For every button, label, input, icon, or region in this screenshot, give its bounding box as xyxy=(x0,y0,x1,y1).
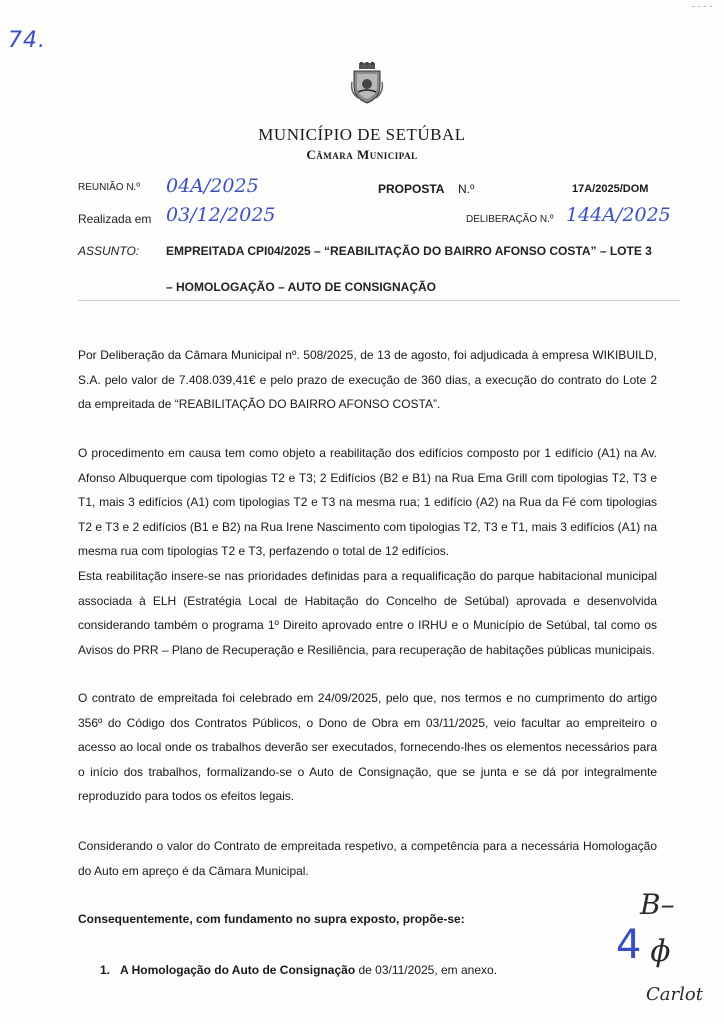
paragraph-6: Consequentemente, com fundamento no supra exposto, propõe-se: xyxy=(78,912,465,926)
proposta-number-label: N.º xyxy=(458,182,475,196)
organization-department: Câmara Municipal xyxy=(306,147,418,162)
margin-initials-c: ɸ xyxy=(650,934,671,969)
paragraph-3: Esta reabilitação insere-se nas prioridades definidas para a requalificação do parque habitacional municipal associada à ELH (Estratégia Local de Habitação do Concelho de Setúbal) aprovada e desenvolvida considerando também o programa 1º Direito aprovado entre o IRHU e o Município de Setúbal, tal como os Avisos do PRR – Plano de Recuperação e Resiliência, para recuperação de habitações públicas municipais. xyxy=(78,569,657,657)
list-item-bold-text: A Homologação do Auto de Consignação xyxy=(120,963,356,977)
header-divider xyxy=(78,300,680,301)
realizada-label: Realizada em xyxy=(78,212,152,226)
proposta-label: PROPOSTA xyxy=(378,182,445,196)
margin-initials-d: Carlot xyxy=(646,984,703,1005)
deliberacao-value: 144A/2025 xyxy=(566,204,671,226)
reuniao-label: REUNIÃO N.º xyxy=(78,182,140,193)
paragraph-5: Considerando o valor do Contrato de empreitada respetivo, a competência para a necessária Homologação do Auto em apreço é da Câmara Municipal. xyxy=(78,839,657,878)
paragraph-4: O contrato de empreitada foi celebrado em 24/09/2025, pelo que, nos termos e no cumprimento do artigo 356º do Código dos Contratos Públicos, o Dono de Obra em 03/11/2025, veio facultar ao empreiteiro o acesso ao local onde os trabalhos deverão ser executados, fornecendo-lhes os elementos necessários para o início dos trabalhos, formalizando-se o Auto de Consignação, que se junta e se dá por integralmente reproduzido para todos os efeitos legais. xyxy=(78,691,657,803)
paragraph-1: Por Deliberação da Câmara Municipal nº. 508/2025, de 13 de agosto, foi adjudicada à empresa WIKIBUILD, S.A. pelo valor de 7.408.039,41€ e pelo prazo de execução de 360 dias, a execução do contrato do Lote 2 da empreitada de “REABILITAÇÃO DO BAIRRO AFONSO COSTA”. xyxy=(78,348,657,411)
organization-name: MUNICÍPIO DE SETÚBAL xyxy=(258,125,466,144)
assunto-label: ASSUNTO: xyxy=(78,244,140,258)
margin-initials-b: 4 xyxy=(616,922,642,968)
realizada-value: 03/12/2025 xyxy=(166,204,276,226)
assunto-line-1: EMPREITADA CPI04/2025 – “REABILITAÇÃO DO BAIRRO AFONSO COSTA” – LOTE 3 xyxy=(166,244,652,258)
list-item-number: 1. xyxy=(100,963,111,977)
assunto-line-2: – HOMOLOGAÇÃO – AUTO DE CONSIGNAÇÃO xyxy=(166,280,437,294)
deliberacao-label: DELIBERAÇÃO N.º xyxy=(466,214,554,225)
margin-initials-a: B– xyxy=(640,888,675,921)
list-item-1 xyxy=(100,960,497,980)
reuniao-value: 04A/2025 xyxy=(166,175,259,197)
paragraph-2: O procedimento em causa tem como objeto a reabilitação dos edifícios composto por 1 edifício (A1) na Av. Afonso Albuquerque com tipologias T2 e T3; 2 Edifícios (B2 e B1) na Rua Ema Grill com tipologias T2, T3 e T1, mais 3 edifícios (A1) com tipologias T2 e T3 na mesma rua; 1 edifício (A2) na Rua da Fé com tipologias T2 e T3 e 2 edifícios (B1 e B2) na Rua Irene Nascimento com tipologias T2, T3 e T1, mais 3 edifícios (A1) na mesma rua com tipologias T2 e T3, perfazendo o total de 12 edifícios. xyxy=(78,446,657,558)
proposta-value: 17A/2025/DOM xyxy=(572,183,649,195)
scan-mark xyxy=(692,6,712,7)
municipal-seal-icon xyxy=(350,62,384,104)
list-item-text: de 03/11/2025, em anexo. xyxy=(355,963,498,977)
page-number: 74. xyxy=(8,28,46,53)
